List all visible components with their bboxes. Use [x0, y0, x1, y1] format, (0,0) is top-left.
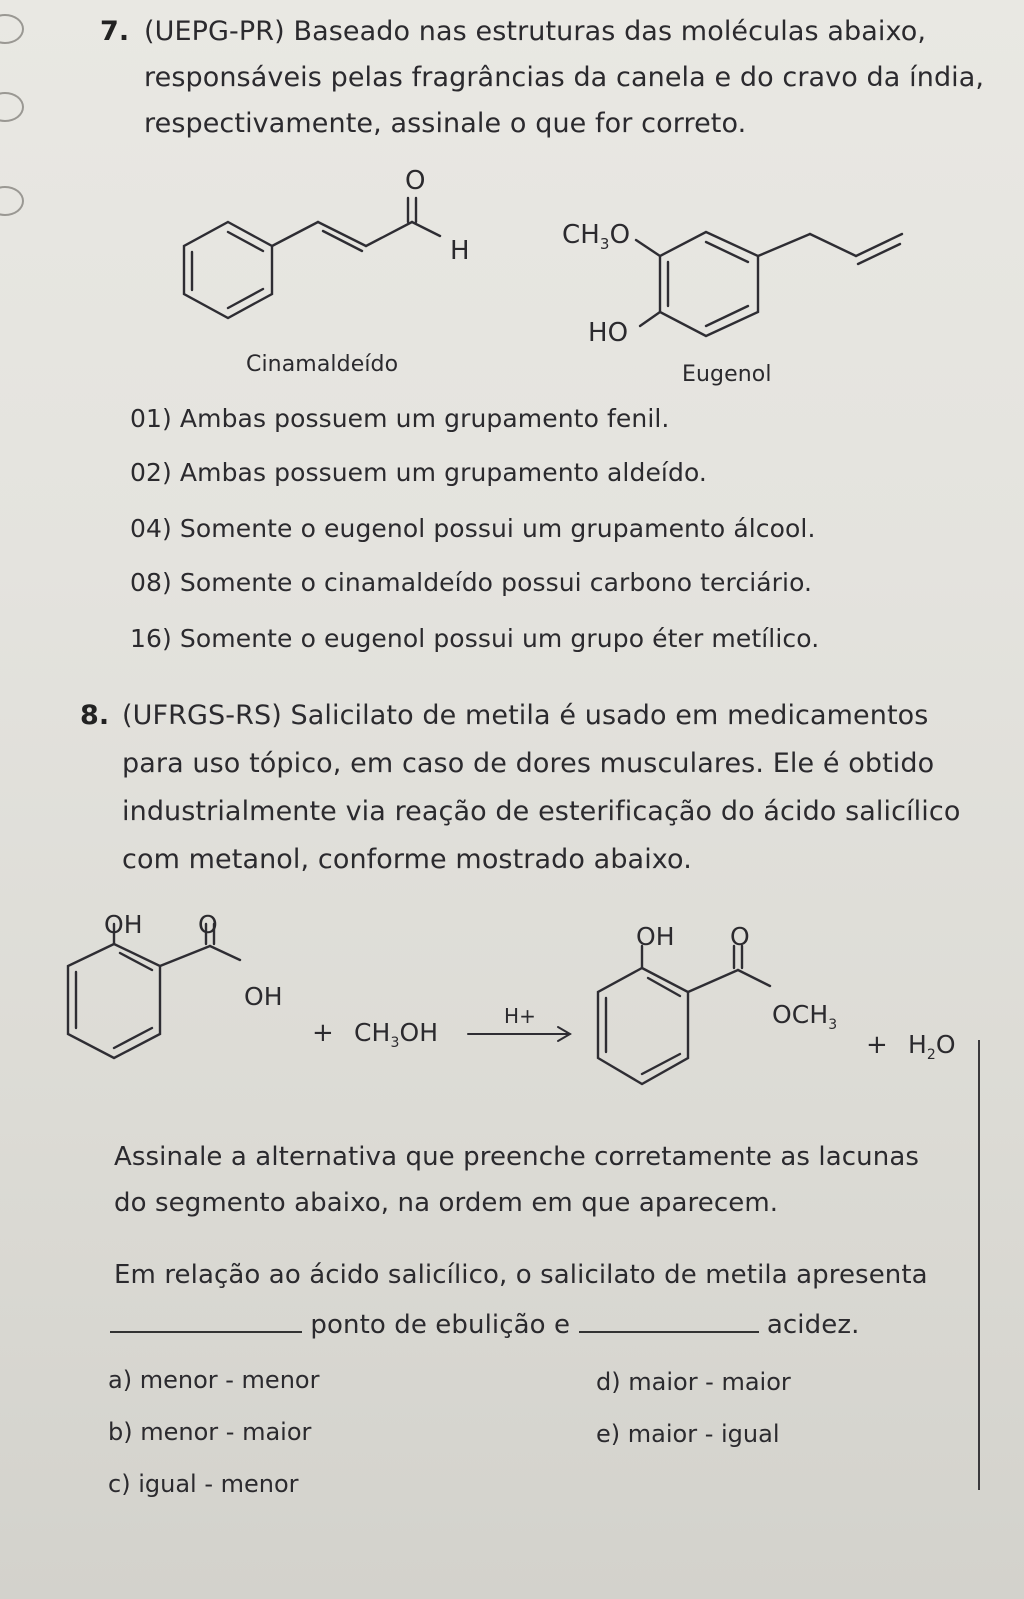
q8-statement-line-2 — [110, 1310, 859, 1340]
question-8-line-4: com metanol, conforme mostrado abaixo. — [122, 844, 692, 875]
salicylic-o-top: O — [198, 910, 218, 939]
question-8-number: 8. — [80, 700, 110, 731]
statement-end-text: acidez. — [766, 1310, 860, 1340]
blank-2 — [579, 1331, 759, 1333]
salicylic-oh-top: OH — [104, 910, 143, 939]
q8-instruction-line-1: Assinale a alternativa que preenche corretamente as lacunas — [114, 1142, 920, 1172]
eugenol-hydroxyl-label: HO — [588, 318, 629, 348]
question-7-line-2: responsáveis pelas fragrâncias da canela e do cravo da índia, — [144, 62, 985, 93]
eugenol-name: Eugenol — [682, 362, 772, 387]
salicylic-acid-structure — [68, 924, 240, 1058]
catalyst-label: H+ — [504, 1004, 536, 1028]
q8-option-c: c) igual - menor — [108, 1470, 299, 1498]
q8-option-e: e) maior - igual — [596, 1420, 780, 1448]
salicylic-oh-side: OH — [244, 982, 283, 1011]
question-8-line-3: industrialmente via reação de esterificação do ácido salicílico — [122, 796, 961, 827]
q8-option-a: a) menor - menor — [108, 1366, 320, 1394]
question-8-line-1: (UFRGS-RS) Salicilato de metila é usado em medicamentos — [122, 700, 929, 731]
q7-option-08: 08) Somente o cinamaldeído possui carbono terciário. — [130, 568, 813, 597]
eugenol-methoxy-label: $CH_3O$ — [562, 220, 631, 254]
eugenol-structure — [636, 232, 902, 336]
reaction-plus-1: + — [312, 1018, 334, 1048]
cinamaldeido-structure — [184, 198, 440, 318]
q7-option-16: 16) Somente o eugenol possui um grupo éter metílico. — [130, 624, 820, 653]
methanol-formula: $CH_3OH$ — [354, 1018, 439, 1051]
product-och3: $OCH_3$ — [772, 1000, 838, 1033]
water-formula: $H_2O$ — [908, 1030, 956, 1063]
question-7-number: 7. — [100, 16, 130, 47]
cinamaldeido-name: Cinamaldeído — [246, 352, 399, 377]
q8-statement-line-1: Em relação ao ácido salicílico, o salicilato de metila apresenta — [114, 1260, 928, 1290]
question-7-line-3: respectivamente, assinale o que for correto. — [144, 108, 747, 139]
methyl-salicylate-structure — [598, 946, 770, 1084]
question-8-line-2: para uso tópico, em caso de dores musculares. Ele é obtido — [122, 748, 935, 779]
product-o-top: O — [730, 922, 750, 951]
cinamaldeido-hydrogen-label: H — [450, 236, 470, 266]
q8-option-d: d) maior - maior — [596, 1368, 791, 1396]
blank-1 — [110, 1331, 302, 1333]
statement-mid-text: ponto de ebulição e — [310, 1310, 571, 1340]
reaction-plus-2: + — [866, 1030, 888, 1060]
cinamaldeido-oxygen-label: O — [405, 166, 426, 196]
margin-line — [978, 1040, 980, 1490]
q7-option-01: 01) Ambas possuem um grupamento fenil. — [130, 404, 670, 433]
q7-option-04: 04) Somente o eugenol possui um grupamento álcool. — [130, 514, 816, 543]
q8-option-b: b) menor - maior — [108, 1418, 312, 1446]
q8-instruction-line-2: do segmento abaixo, na ordem em que aparecem. — [114, 1188, 779, 1218]
question-7-line-1: (UEPG-PR) Baseado nas estruturas das moléculas abaixo, — [144, 16, 927, 47]
q7-option-02: 02) Ambas possuem um grupamento aldeído. — [130, 458, 707, 487]
product-oh-top: OH — [636, 922, 675, 951]
